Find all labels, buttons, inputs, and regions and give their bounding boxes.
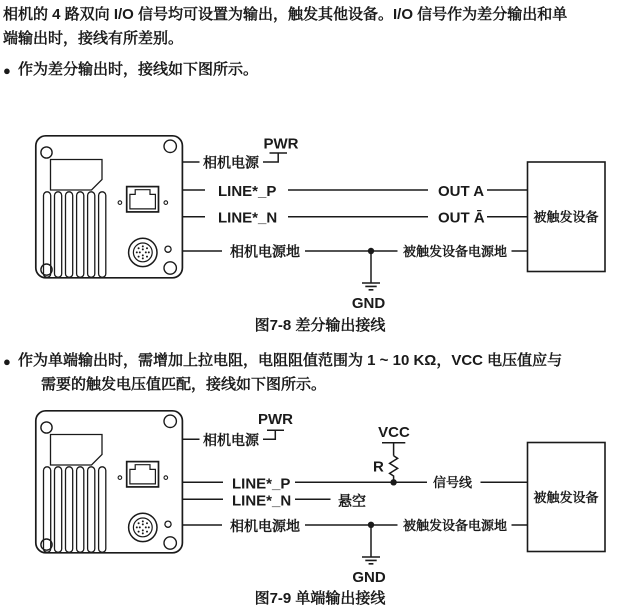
label-camera-power: 相机电源 bbox=[203, 432, 259, 448]
label-pwr: PWR bbox=[258, 411, 293, 428]
figure-caption-7-8: 图7-8 差分输出接线 bbox=[254, 316, 386, 334]
label-triggered-device: 被触发设备 bbox=[533, 490, 599, 505]
intro-line-2: 端输出时，接线有所差别。 bbox=[3, 29, 184, 47]
label-out-a: OUT A bbox=[438, 183, 485, 200]
label-camera-power: 相机电源 bbox=[203, 154, 259, 171]
label-signal-line: 信号线 bbox=[433, 475, 473, 490]
label-triggered-device-power-ground: 被触发设备电源地 bbox=[403, 517, 508, 533]
label-vcc: VCC bbox=[378, 423, 410, 441]
bullet-single-ended-line-2: 需要的触发电压值匹配，接线如下图所示。 bbox=[41, 375, 327, 393]
resistor-symbol bbox=[390, 456, 398, 483]
junction-dot bbox=[390, 479, 396, 485]
ground-symbol bbox=[362, 251, 380, 290]
intro-line-1: 相机的 4 路双向 I/O 信号均可设置为输出，触发其他设备。I/O 信号作为差分输出和单 bbox=[3, 6, 568, 23]
label-resistor: R bbox=[373, 458, 384, 476]
label-gnd: GND bbox=[352, 569, 386, 586]
bullet-marker: ● bbox=[3, 354, 11, 369]
camera-illustration bbox=[36, 136, 183, 278]
diagram-single-ended-output bbox=[36, 411, 605, 586]
label-line-p: LINE*_P bbox=[232, 475, 291, 493]
label-pwr: PWR bbox=[263, 135, 299, 153]
bullet-marker: ● bbox=[3, 63, 11, 78]
label-floating: 悬空 bbox=[338, 492, 366, 509]
figure-caption-7-9: 图7-9 单端输出接线 bbox=[254, 590, 386, 607]
camera-illustration bbox=[36, 411, 183, 553]
diagram-differential-output bbox=[36, 136, 605, 313]
label-line-p: LINE*_P bbox=[218, 182, 277, 200]
label-triggered-device-power-ground: 被触发设备电源地 bbox=[403, 243, 508, 259]
label-line-n: LINE*_N bbox=[218, 209, 278, 227]
vcc-terminal bbox=[382, 443, 405, 456]
vcc-pullup-branch bbox=[382, 443, 405, 483]
label-line-n: LINE*_N bbox=[232, 492, 292, 510]
label-triggered-device: 被触发设备 bbox=[533, 209, 599, 225]
label-camera-power-ground: 相机电源地 bbox=[230, 517, 300, 534]
bullet-differential-text: 作为差分输出时，接线如下图所示。 bbox=[18, 60, 259, 78]
label-gnd: GND bbox=[351, 295, 386, 312]
bullet-single-ended-line-1: 作为单端输出时，需增加上拉电阻，电阻阻值范围为 1 ~ 10 KΩ，VCC 电压值应与 bbox=[18, 351, 563, 369]
ground-symbol bbox=[362, 525, 380, 564]
label-out-a-inverted: OUT Ā bbox=[438, 209, 485, 227]
label-camera-power-ground: 相机电源地 bbox=[230, 243, 300, 260]
